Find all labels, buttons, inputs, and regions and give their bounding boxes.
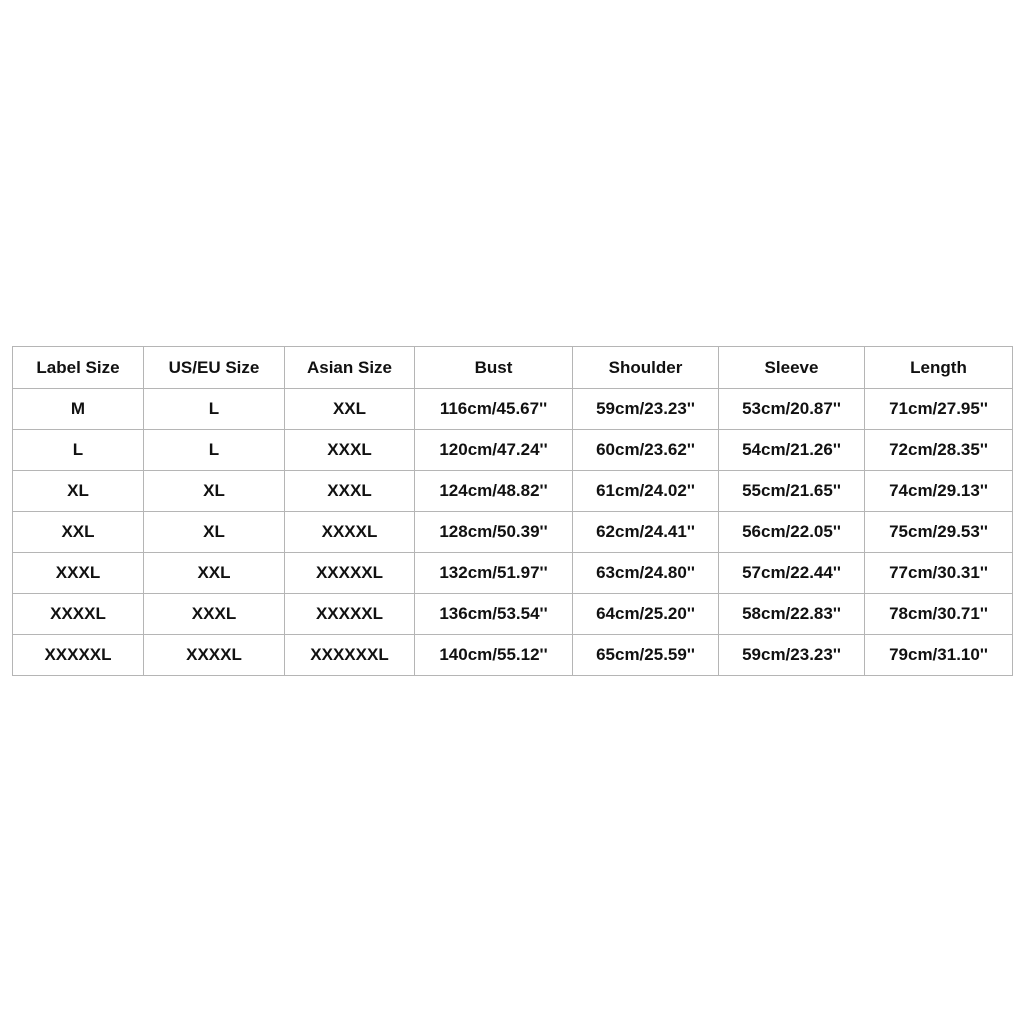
cell-bust: 132cm/51.97'' <box>415 553 573 594</box>
cell-asian-size: XXXL <box>285 471 415 512</box>
cell-bust: 136cm/53.54'' <box>415 594 573 635</box>
cell-bust: 124cm/48.82'' <box>415 471 573 512</box>
cell-shoulder: 61cm/24.02'' <box>573 471 719 512</box>
table-row <box>13 430 1013 471</box>
cell-asian-size: XXXXXXL <box>285 635 415 676</box>
size-chart-table <box>12 346 1013 676</box>
cell-length: 75cm/29.53'' <box>865 512 1013 553</box>
cell-label-size: M <box>13 389 144 430</box>
cell-shoulder: 59cm/23.23'' <box>573 389 719 430</box>
header-sleeve: Sleeve <box>719 347 865 389</box>
cell-length: 77cm/30.31'' <box>865 553 1013 594</box>
cell-sleeve: 58cm/22.83'' <box>719 594 865 635</box>
cell-us-eu-size: XL <box>144 471 285 512</box>
cell-length: 74cm/29.13'' <box>865 471 1013 512</box>
cell-shoulder: 60cm/23.62'' <box>573 430 719 471</box>
table-row <box>13 471 1013 512</box>
table-header-row <box>13 347 1013 389</box>
cell-bust: 120cm/47.24'' <box>415 430 573 471</box>
cell-sleeve: 57cm/22.44'' <box>719 553 865 594</box>
cell-us-eu-size: XXXL <box>144 594 285 635</box>
cell-sleeve: 56cm/22.05'' <box>719 512 865 553</box>
cell-sleeve: 53cm/20.87'' <box>719 389 865 430</box>
cell-shoulder: 62cm/24.41'' <box>573 512 719 553</box>
cell-us-eu-size: XXXXL <box>144 635 285 676</box>
table-row <box>13 389 1013 430</box>
header-shoulder: Shoulder <box>573 347 719 389</box>
cell-us-eu-size: L <box>144 430 285 471</box>
cell-sleeve: 59cm/23.23'' <box>719 635 865 676</box>
header-us-eu-size: US/EU Size <box>144 347 285 389</box>
cell-label-size: L <box>13 430 144 471</box>
cell-label-size: XL <box>13 471 144 512</box>
header-label-size: Label Size <box>13 347 144 389</box>
table-row <box>13 512 1013 553</box>
cell-us-eu-size: L <box>144 389 285 430</box>
header-length: Length <box>865 347 1013 389</box>
cell-label-size: XXXXL <box>13 594 144 635</box>
cell-length: 72cm/28.35'' <box>865 430 1013 471</box>
cell-shoulder: 64cm/25.20'' <box>573 594 719 635</box>
cell-asian-size: XXXL <box>285 430 415 471</box>
cell-label-size: XXXL <box>13 553 144 594</box>
cell-length: 71cm/27.95'' <box>865 389 1013 430</box>
cell-sleeve: 55cm/21.65'' <box>719 471 865 512</box>
cell-length: 79cm/31.10'' <box>865 635 1013 676</box>
cell-label-size: XXXXXL <box>13 635 144 676</box>
table-row <box>13 553 1013 594</box>
table-row <box>13 635 1013 676</box>
cell-asian-size: XXXXL <box>285 512 415 553</box>
cell-us-eu-size: XL <box>144 512 285 553</box>
cell-us-eu-size: XXL <box>144 553 285 594</box>
cell-length: 78cm/30.71'' <box>865 594 1013 635</box>
cell-sleeve: 54cm/21.26'' <box>719 430 865 471</box>
header-asian-size: Asian Size <box>285 347 415 389</box>
cell-shoulder: 63cm/24.80'' <box>573 553 719 594</box>
cell-shoulder: 65cm/25.59'' <box>573 635 719 676</box>
cell-asian-size: XXXXXL <box>285 594 415 635</box>
cell-bust: 116cm/45.67'' <box>415 389 573 430</box>
cell-bust: 140cm/55.12'' <box>415 635 573 676</box>
cell-asian-size: XXL <box>285 389 415 430</box>
cell-label-size: XXL <box>13 512 144 553</box>
cell-asian-size: XXXXXL <box>285 553 415 594</box>
table-row <box>13 594 1013 635</box>
cell-bust: 128cm/50.39'' <box>415 512 573 553</box>
header-bust: Bust <box>415 347 573 389</box>
